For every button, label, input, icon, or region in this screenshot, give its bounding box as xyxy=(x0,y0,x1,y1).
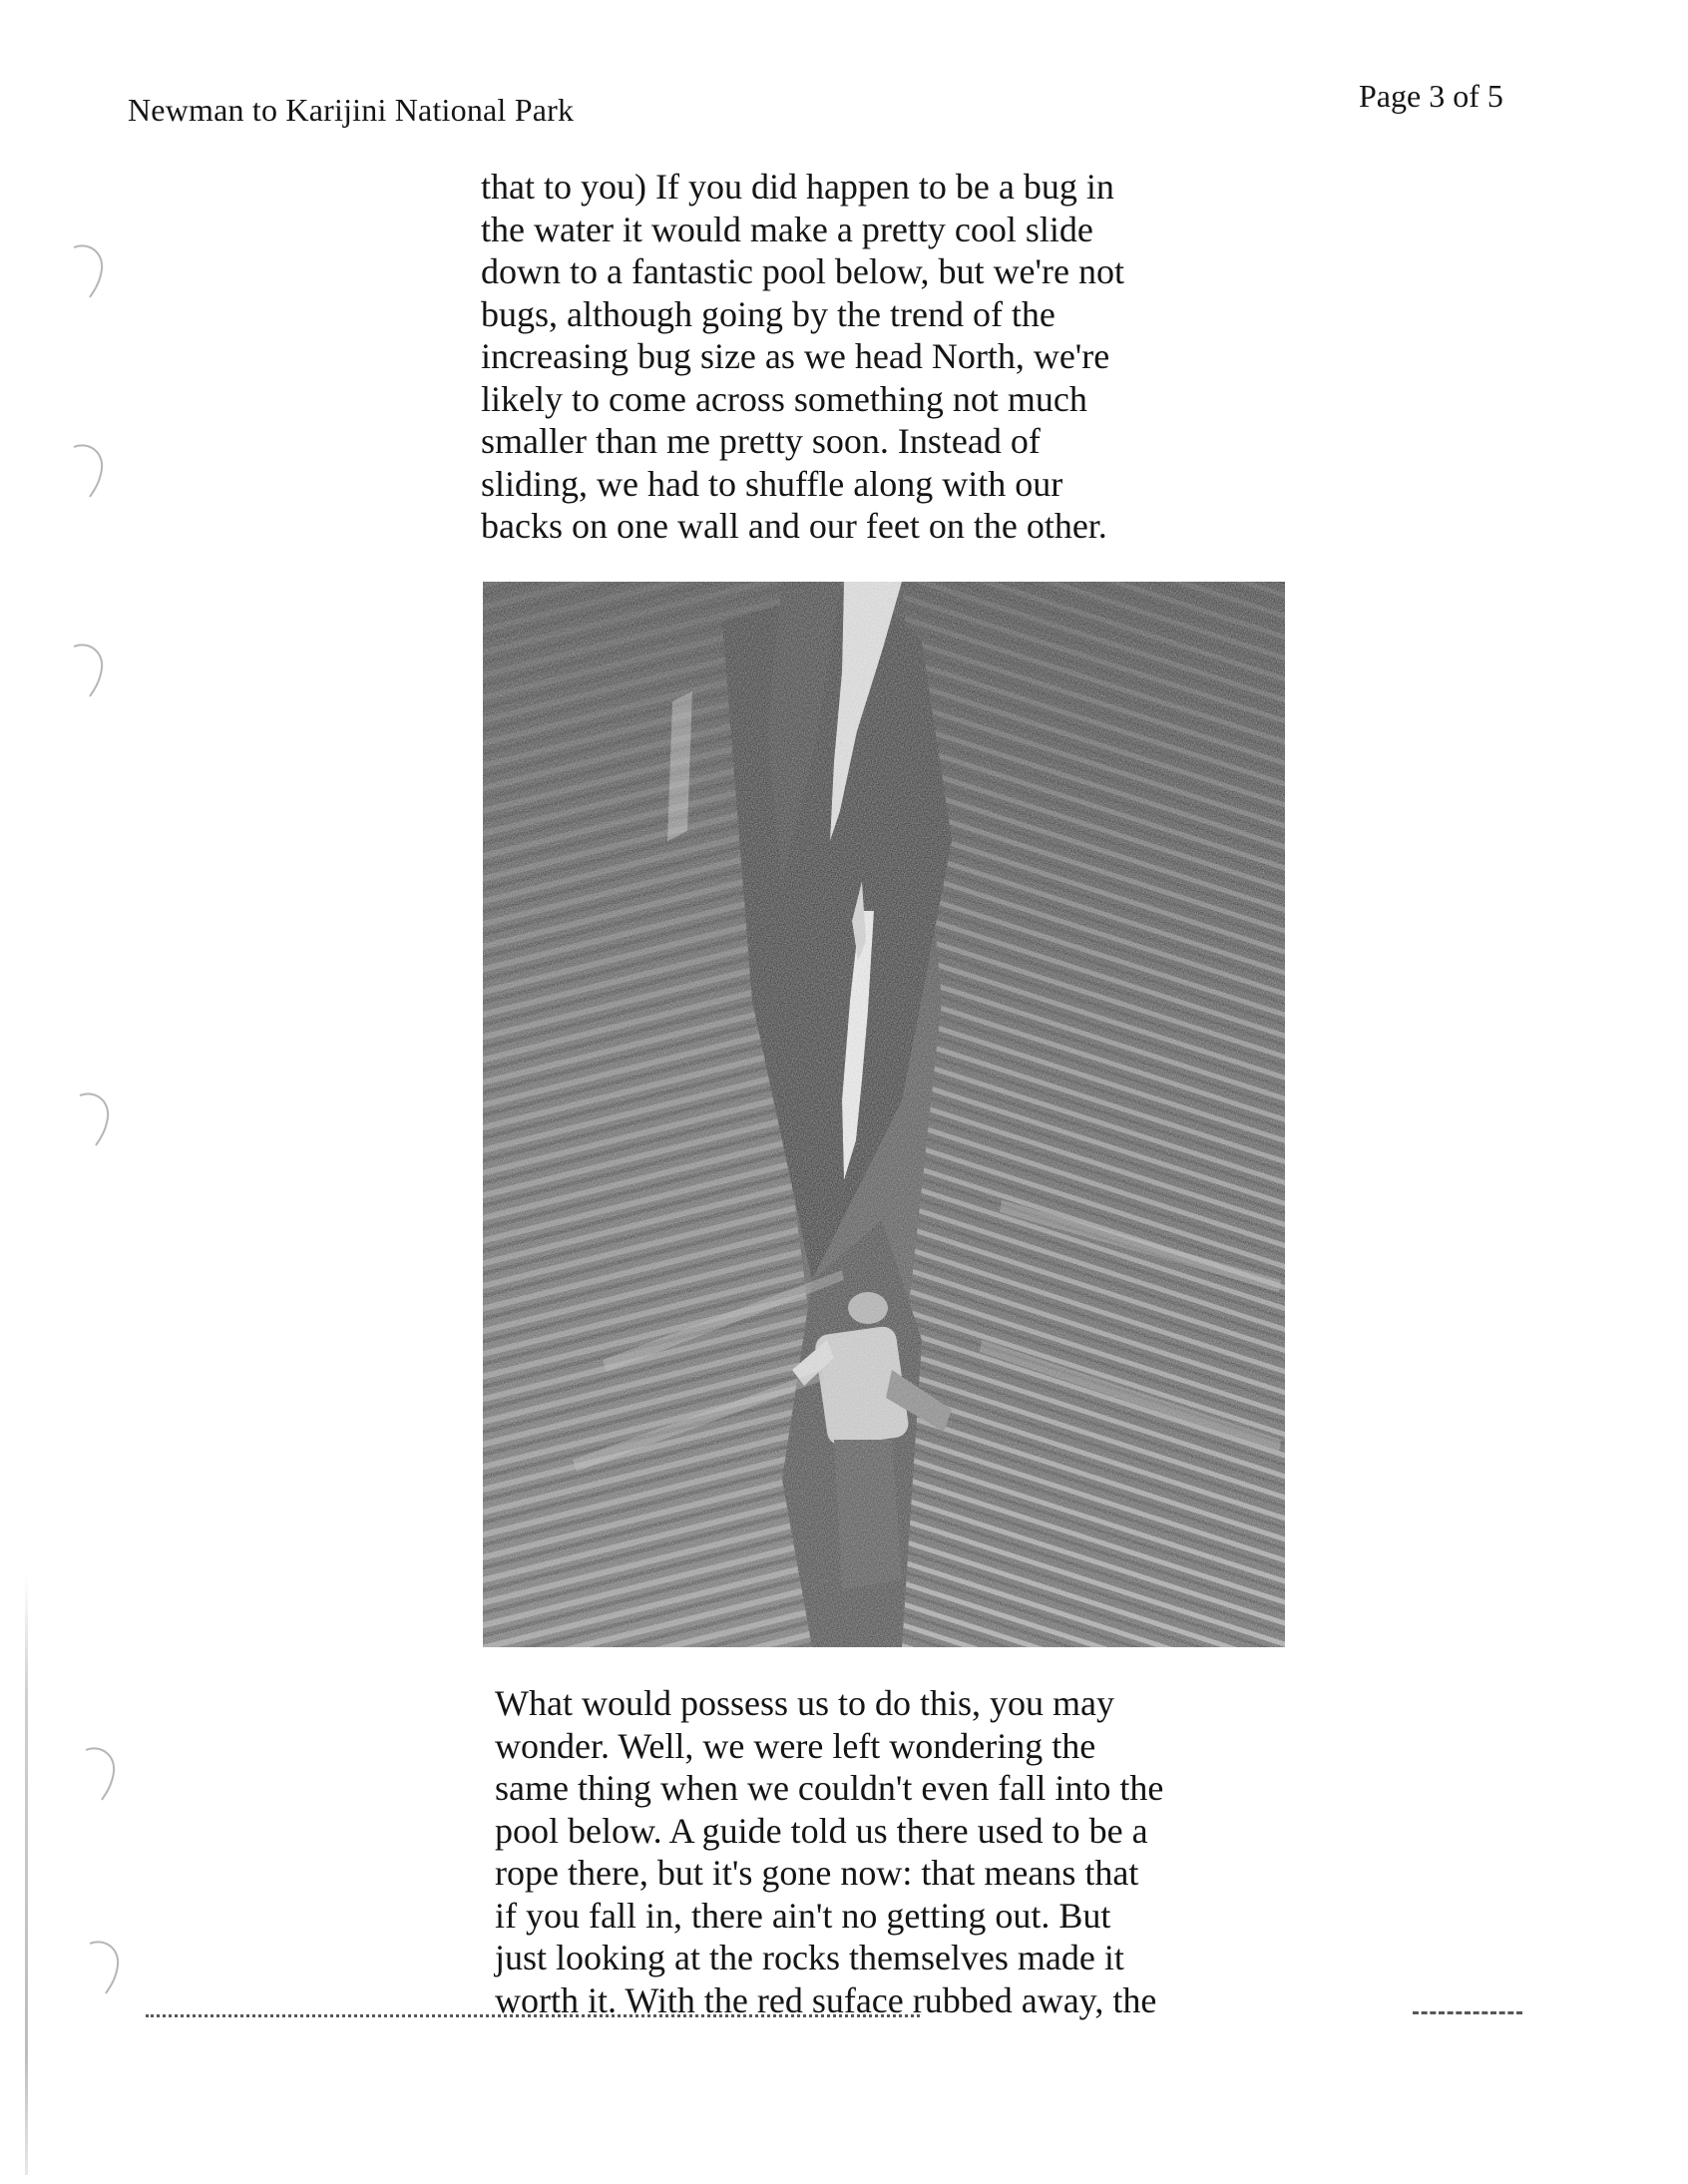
footer-date-cutoff xyxy=(1413,2011,1522,2019)
punch-hole-mark-icon xyxy=(76,1936,124,1997)
gorge-photo xyxy=(483,582,1285,1647)
text-line: down to a fantastic pool below, but we're not xyxy=(481,251,1124,291)
footer-url-cutoff xyxy=(146,2014,920,2022)
punch-hole-mark-icon xyxy=(60,639,108,700)
document-title: Newman to Karijini National Park xyxy=(128,92,575,128)
text-line: rope there, but it's gone now: that means that xyxy=(495,1853,1139,1893)
text-line: the water it would make a pretty cool slide xyxy=(481,209,1093,249)
text-line: worth it. With the red suface rubbed away, the xyxy=(495,1979,1157,2020)
punch-hole-mark-icon xyxy=(60,239,108,301)
text-line: bugs, although going by the trend of the xyxy=(481,293,1055,334)
body-paragraph xyxy=(481,166,1124,548)
scan-margin-line xyxy=(25,1576,28,2175)
text-line: pool below. A guide told us there used to be a xyxy=(495,1810,1148,1851)
body-paragraph xyxy=(495,1682,1163,2021)
text-line: What would possess us to do this, you may xyxy=(495,1683,1114,1723)
text-line: wonder. Well, we were left wondering the xyxy=(495,1725,1096,1766)
punch-hole-mark-icon xyxy=(66,1088,114,1149)
text-line: if you fall in, there ain't no getting out. But xyxy=(495,1895,1111,1936)
text-line: that to you) If you did happen to be a bug in xyxy=(481,167,1114,207)
text-line: just looking at the rocks themselves made it xyxy=(495,1938,1124,1977)
text-line: backs on one wall and our feet on the other. xyxy=(481,506,1107,546)
text-line: same thing when we couldn't even fall into the xyxy=(495,1768,1164,1808)
text-line: increasing bug size as we head North, we're xyxy=(481,336,1110,376)
text-line: likely to come across something not much xyxy=(481,378,1087,419)
punch-hole-mark-icon xyxy=(60,439,108,501)
text-line: sliding, we had to shuffle along with our xyxy=(481,463,1063,504)
text-line: smaller than me pretty soon. Instead of xyxy=(481,421,1041,461)
punch-hole-mark-icon xyxy=(72,1742,120,1804)
page-number: Page 3 of 5 xyxy=(1359,78,1503,114)
